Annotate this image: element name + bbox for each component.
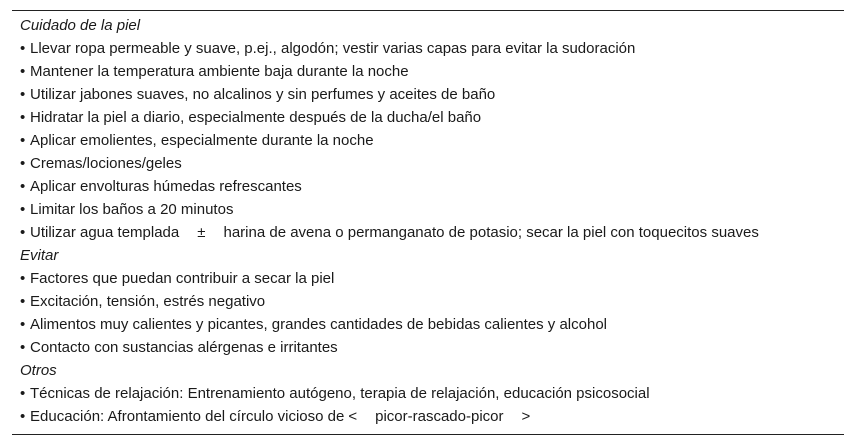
bullet: • bbox=[20, 132, 26, 149]
bullet: • bbox=[20, 86, 26, 103]
bullet: • bbox=[20, 270, 26, 287]
bullet: • bbox=[20, 293, 26, 310]
list-item: • Cremas/lociones/geles bbox=[12, 152, 844, 175]
list-item-education: • Educación: Afrontamiento del círculo vicioso de < picor-rascado-picor > bbox=[12, 405, 844, 428]
list-item: • Aplicar envolturas húmedas refrescantes bbox=[12, 175, 844, 198]
list-item: • Limitar los baños a 20 minutos bbox=[12, 198, 844, 221]
bullet: • bbox=[20, 224, 26, 241]
bullet: • bbox=[20, 201, 26, 218]
open-angle: < bbox=[348, 408, 358, 425]
care-table bbox=[12, 10, 844, 435]
list-item: • Factores que puedan contribuir a secar la piel bbox=[12, 267, 844, 290]
section-heading-avoid: Evitar bbox=[20, 247, 59, 264]
list-item: • Mantener la temperatura ambiente baja durante la noche bbox=[12, 60, 844, 83]
list-item: • Aplicar emolientes, especialmente durante la noche bbox=[12, 129, 844, 152]
bullet: • bbox=[20, 155, 26, 172]
bullet: • bbox=[20, 316, 26, 333]
bullet: • bbox=[20, 178, 26, 195]
bullet: • bbox=[20, 40, 26, 57]
list-item: • Contacto con sustancias alérgenas e irritantes bbox=[12, 336, 844, 359]
list-item: • Excitación, tensión, estrés negativo bbox=[12, 290, 844, 313]
plus-minus-symbol: ± bbox=[197, 224, 206, 241]
close-angle: > bbox=[521, 408, 531, 425]
list-item: • Utilizar jabones suaves, no alcalinos y sin perfumes y aceites de baño bbox=[12, 83, 844, 106]
section-heading-skin-care: Cuidado de la piel bbox=[20, 17, 141, 34]
list-item-water: • Utilizar agua templada ± harina de avena o permanganato de potasio; secar la piel con toquecitos suaves bbox=[12, 221, 844, 244]
list-item: • Llevar ropa permeable y suave, p.ej., algodón; vestir varias capas para evitar la sudoración bbox=[12, 37, 844, 60]
bullet: • bbox=[20, 109, 26, 126]
section-heading-others: Otros bbox=[20, 362, 57, 379]
list-item: • Hidratar la piel a diario, especialmente después de la ducha/el baño bbox=[12, 106, 844, 129]
bullet: • bbox=[20, 385, 26, 402]
bullet: • bbox=[20, 408, 26, 425]
list-item: • Alimentos muy calientes y picantes, grandes cantidades de bebidas calientes y alcohol bbox=[12, 313, 844, 336]
bullet: • bbox=[20, 63, 26, 80]
bullet: • bbox=[20, 339, 26, 356]
list-item: • Técnicas de relajación: Entrenamiento autógeno, terapia de relajación, educación psicosocial bbox=[12, 382, 844, 405]
